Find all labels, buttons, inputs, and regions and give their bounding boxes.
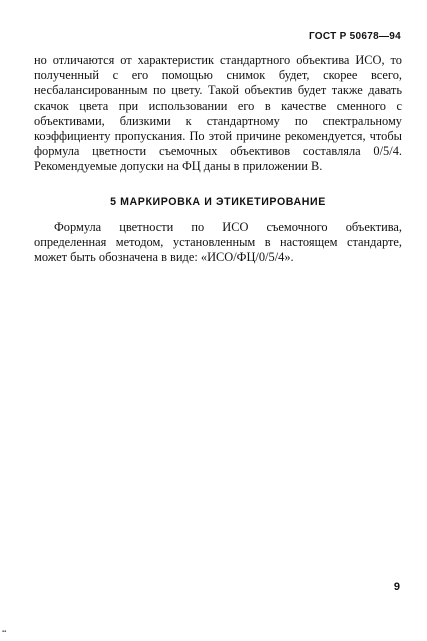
- body-paragraph-marking: Формула цветности по ИСО съемочного объектива, определенная методом, установленным в настоящем стандарте, может быть обозначена в виде: «ИСО/ФЦ/0/5/4».: [34, 219, 402, 265]
- corner-scan-mark: ▪▪: [2, 629, 7, 635]
- body-paragraph-continuation: но отличаются от характеристик стандартного объектива ИСО, то полученный с его помощью снимок будет, скорее всего, несбалансированным по цвету. Такой объектив будет также давать скачок цвета при использовании его в качестве сменного с объективами, близкими к стандартному по спектральному коэффициенту пропускания. По этой причине рекомендуется, чтобы формула цветности съемочных объективов составляла 0/5/4. Рекомендуемые допуски на ФЦ даны в приложении В.: [34, 53, 402, 174]
- standard-header: ГОСТ Р 50678—94: [308, 31, 401, 42]
- section-title-marking: 5 МАРКИРОВКА И ЭТИКЕТИРОВАНИЕ: [110, 195, 326, 208]
- document-body: [34, 53, 402, 265]
- page-number: 9: [393, 581, 400, 593]
